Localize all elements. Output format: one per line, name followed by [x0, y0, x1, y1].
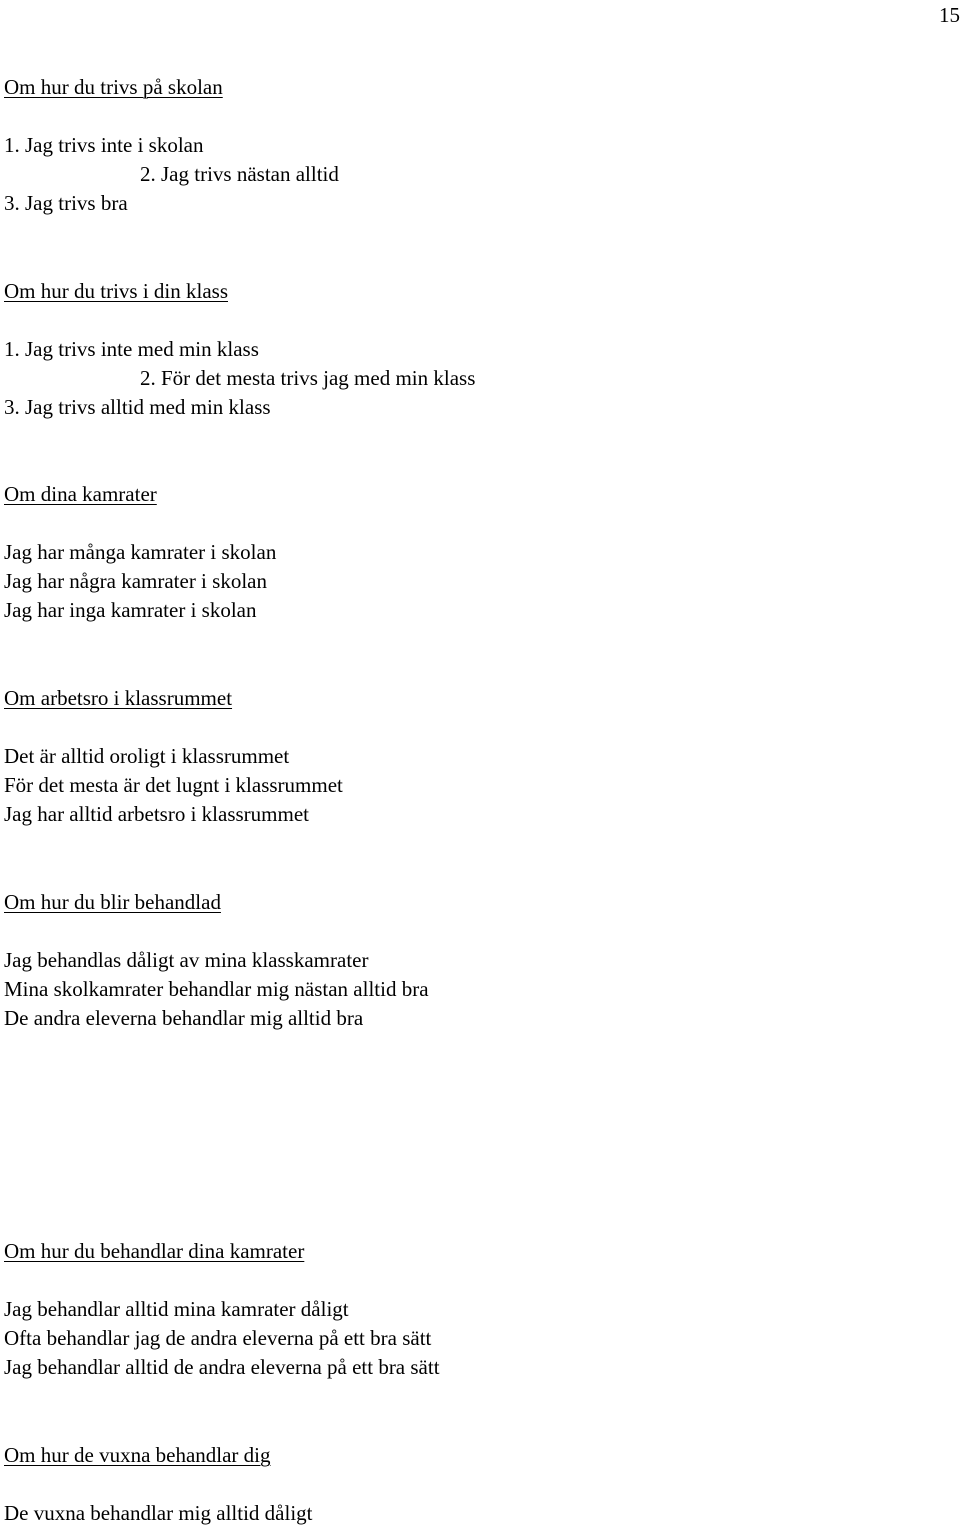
list-item: Jag har alltid arbetsro i klassrummet: [4, 802, 310, 826]
list-item: 1. Jag trivs inte med min klass: [4, 337, 259, 361]
list-item: Jag behandlar alltid mina kamrater dåligt: [4, 1297, 349, 1321]
list-item: Jag har några kamrater i skolan: [4, 569, 267, 593]
list-item: 2. Jag trivs nästan alltid: [140, 162, 339, 186]
section-heading: Om hur de vuxna behandlar dig: [4, 1443, 271, 1467]
list-item: Det är alltid oroligt i klassrummet: [4, 744, 290, 768]
section-heading: Om arbetsro i klassrummet: [4, 686, 233, 710]
list-item: De andra eleverna behandlar mig alltid bra: [4, 1006, 364, 1030]
list-item: De vuxna behandlar mig alltid dåligt: [4, 1501, 313, 1525]
list-item: Jag har många kamrater i skolan: [4, 540, 277, 564]
section-heading: Om hur du trivs i din klass: [4, 279, 228, 303]
list-item: 3. Jag trivs alltid med min klass: [4, 395, 271, 419]
list-item: Jag har inga kamrater i skolan: [4, 598, 257, 622]
list-item: Jag behandlar alltid de andra eleverna på ett bra sätt: [4, 1355, 440, 1379]
list-item: För det mesta är det lugnt i klassrummet: [4, 773, 343, 797]
list-item: 3. Jag trivs bra: [4, 191, 128, 215]
section-heading: Om hur du behandlar dina kamrater: [4, 1239, 305, 1263]
page-number: 15: [939, 3, 960, 27]
list-item: 2. För det mesta trivs jag med min klass: [140, 366, 476, 390]
section-heading: Om hur du trivs på skolan: [4, 75, 223, 99]
list-item: 1. Jag trivs inte i skolan: [4, 133, 204, 157]
list-item: Mina skolkamrater behandlar mig nästan alltid bra: [4, 977, 429, 1001]
list-item: Ofta behandlar jag de andra eleverna på ett bra sätt: [4, 1326, 432, 1350]
section-heading: Om hur du blir behandlad: [4, 890, 221, 914]
list-item: Jag behandlas dåligt av mina klasskamrater: [4, 948, 369, 972]
section-heading: Om dina kamrater: [4, 482, 157, 506]
